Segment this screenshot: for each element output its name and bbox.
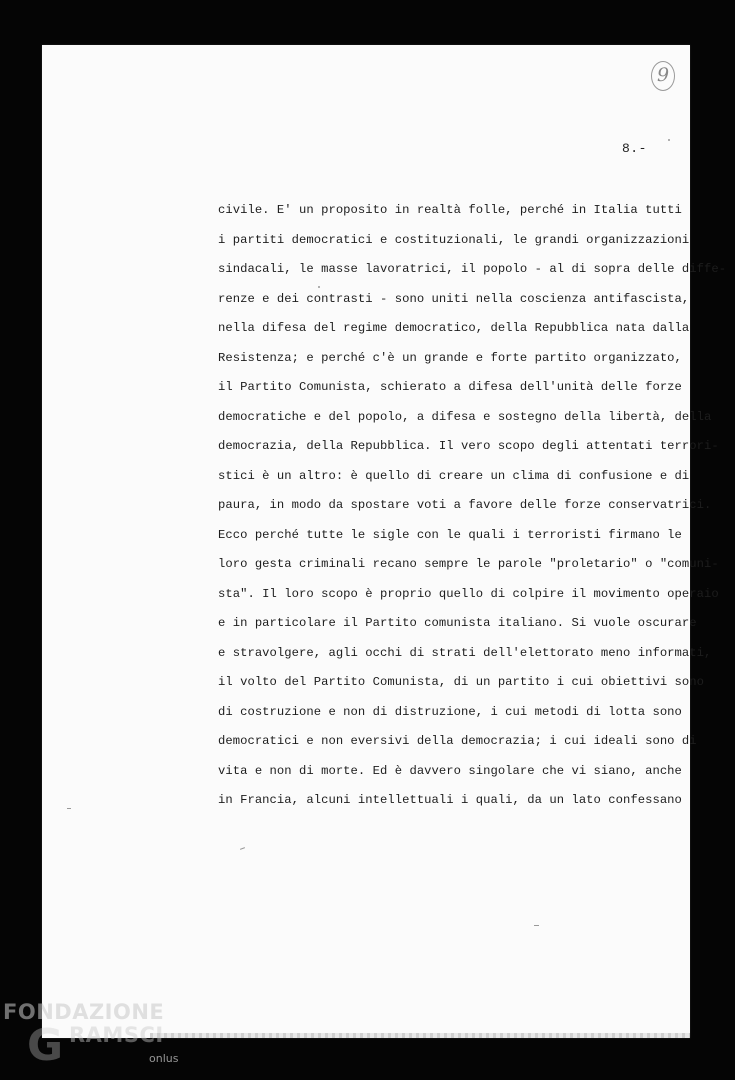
fondazione-gramsci-watermark: [3, 1000, 203, 1080]
text-line: civile. E' un proposito in realtà folle, perché in Italia tutti: [218, 203, 682, 217]
text-line: Resistenza; e perché c'è un grande e forte partito organizzato,: [218, 350, 682, 365]
text-line: vita e non di morte. Ed è davvero singolare che vi siano, anche: [218, 763, 682, 778]
text-line: in Francia, alcuni intellettuali i quali, da un lato confessano: [218, 793, 682, 807]
text-line: stici è un altro: è quello di creare un clima di confusione e di: [218, 468, 690, 483]
text-line: nella difesa del regime democratico, della Repubblica nata dalla: [218, 321, 690, 335]
paper-speck: [534, 925, 539, 926]
page-number: 8.-: [622, 141, 647, 156]
text-line: e in particolare il Partito comunista italiano. Si vuole oscurare: [218, 616, 697, 630]
paper-speck: [668, 139, 670, 141]
text-line: paura, in modo da spostare voti a favore delle forze conservatrici.: [218, 498, 712, 512]
sheet-bottom-edge: [150, 1033, 690, 1038]
paper-speck: [67, 808, 71, 809]
typewritten-body: [218, 196, 727, 816]
text-line: democrazia, della Repubblica. Il vero scopo degli attentati terrori-: [218, 439, 719, 453]
text-line: Ecco perché tutte le sigle con le quali i terroristi firmano le: [218, 527, 682, 542]
text-line: e stravolgere, agli occhi di strati dell'elettorato meno informati,: [218, 645, 712, 660]
text-line: sindacali, le masse lavoratrici, il popolo - al di sopra delle diffe-: [218, 262, 727, 276]
text-line: il volto del Partito Comunista, di un partito i cui obiettivi sono: [218, 675, 705, 689]
watermark-line-2: RAMSCI: [69, 1023, 164, 1047]
text-line: il Partito Comunista, schierato a difesa dell'unità delle forze: [218, 380, 682, 394]
text-line: di costruzione e non di distruzione, i cui metodi di lotta sono: [218, 704, 682, 719]
text-line: loro gesta criminali recano sempre le parole "proletario" o "comuni-: [218, 557, 719, 571]
watermark-line-3: onlus: [149, 1052, 179, 1065]
archive-page-stamp: 9: [651, 61, 675, 91]
text-line: democratiche e del popolo, a difesa e sostegno della libertà, della: [218, 409, 712, 424]
text-line: renze e dei contrasti - sono uniti nella coscienza antifascista,: [218, 291, 690, 306]
watermark-line-1: FONDAZIONE: [3, 1000, 165, 1024]
text-line: i partiti democratici e costituzionali, le grandi organizzazioni: [218, 232, 690, 247]
text-line: democratici e non eversivi della democrazia; i cui ideali sono di: [218, 734, 697, 748]
paper-speck: [318, 286, 320, 288]
watermark-g-glyph: G: [27, 1020, 64, 1071]
text-line: sta". Il loro scopo è proprio quello di colpire il movimento operaio: [218, 586, 719, 601]
